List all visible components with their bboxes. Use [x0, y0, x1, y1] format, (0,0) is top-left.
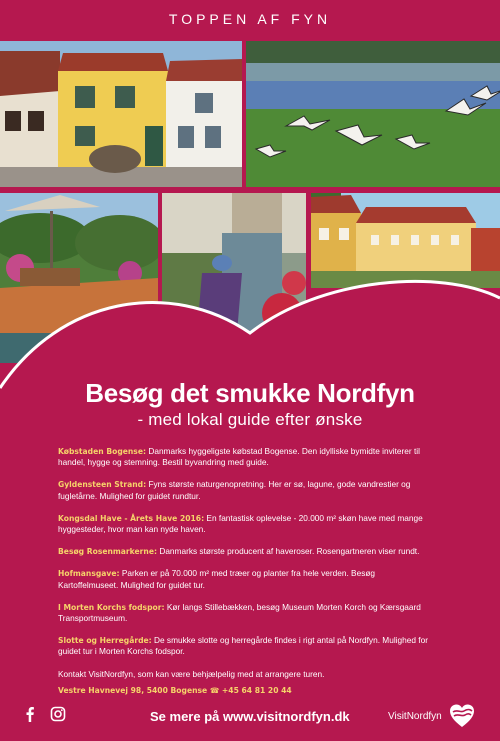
body-text	[58, 446, 430, 696]
visitnordfyn-heart-logo	[449, 703, 475, 729]
header-bar	[0, 0, 500, 38]
photo-bogense-street	[0, 41, 242, 187]
section-gyldensteen: Gyldensteen Strand: Fyns største naturgenopretning. Her er sø, lagune, gode vandrestier og fugletårne. Mulighed for guidet rundtur.	[58, 479, 411, 501]
website-link[interactable]: Se mere på www.visitnordfyn.dk	[150, 709, 350, 724]
header-title: TOPPEN AF FYN	[168, 11, 332, 27]
section-slotte: Slotte og Herregårde: De smukke slotte og herregårde findes i rigt antal på Nordfyn. Mulighed for guidet tur i Morten Korchs fodspor.	[58, 635, 428, 657]
contact-text: Kontakt VisitNordfyn, som kan være behjælpelig med at arrangere turen.	[58, 668, 325, 679]
social-icons	[22, 706, 66, 722]
headline: Besøg det smukke Nordfyn	[85, 378, 415, 408]
instagram-icon[interactable]	[50, 706, 66, 722]
facebook-icon[interactable]	[22, 706, 38, 722]
section-hofmansgave: Hofmansgave: Parken er på 70.000 m² med træer og planter fra hele verden. Besøg Kartoffelmuseet. Mulighed for guidet tur.	[58, 568, 376, 590]
section-bogense: Købstaden Bogense: Danmarks hyggeligste købstad Bogense. Den idylliske bymidte inviterer til handel, hygge og stemning. Bestil byvandring med guide.	[58, 446, 420, 468]
subheadline: - med lokal guide efter ønske	[137, 410, 363, 429]
contact-address[interactable]: Vestre Havnevej 98, 5400 Bogense ☎ +45 64 81 20 44	[58, 685, 292, 695]
section-kongsdal: Kongsdal Have - Årets Have 2016: En fantastisk oplevelse - 20.000 m² skøn have med mange hyggesteder, hvor man kan nyde haven.	[58, 512, 423, 535]
brand-name: VisitNordfyn	[388, 711, 442, 722]
section-rosenmarkerne: Besøg Rosenmarkerne: Danmarks største producent af haveroser. Rosengartneren viser rundt.	[58, 546, 420, 557]
section-morten-korch: I Morten Korchs fodspor: Kør langs Stillebækken, besøg Museum Morten Korch og Kærsgaard Transportmuseum.	[58, 601, 421, 624]
photo-gyldensteen-geese	[246, 41, 500, 187]
